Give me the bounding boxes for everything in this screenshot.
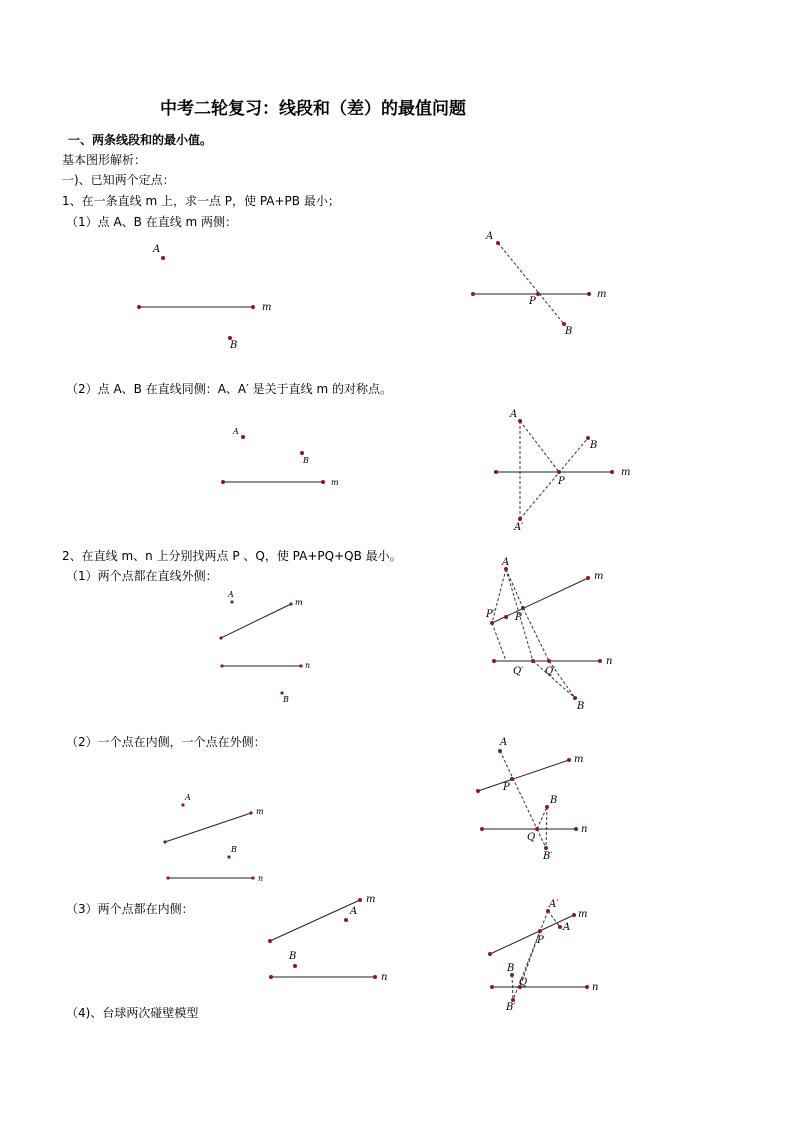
label-n: n	[381, 972, 388, 983]
label-p: P	[537, 935, 544, 946]
label-m: m	[295, 598, 303, 607]
case-2-3-text: （3）两个点都在内侧：	[66, 902, 194, 916]
figure-1-2-problem	[221, 427, 339, 487]
label-a: A	[350, 906, 358, 917]
case-2-4-text: （4)、台球两次碰壁模型	[66, 1006, 199, 1020]
label-n: n	[606, 656, 613, 667]
figure-2-2-problem	[163, 793, 264, 883]
case-2-1-text: （1）两个点都在直线外侧：	[66, 569, 218, 583]
label-m: m	[366, 894, 376, 905]
label-p: P	[515, 612, 522, 623]
label-b: B	[565, 326, 573, 337]
label-m: m	[331, 478, 339, 487]
label-a: A	[510, 409, 518, 420]
case-1-2-text: （2）点 A、B 在直线同侧：A、A′ 是关于直线 m 的对称点。	[66, 382, 392, 396]
label-n: n	[258, 874, 264, 883]
label-a: A	[486, 231, 494, 242]
label-q-prime: Q′	[513, 666, 524, 677]
label-b: B	[507, 963, 515, 974]
label-n: n	[592, 982, 599, 993]
label-a-prime: A′	[514, 522, 524, 533]
label-b: B	[590, 440, 598, 451]
label-b: B	[303, 456, 309, 465]
figure-2-1-solution	[485, 557, 612, 712]
figure-1-1-solution	[471, 231, 606, 337]
label-a: A	[563, 922, 571, 933]
label-b-prime: B′	[543, 851, 553, 862]
label-a-prime: A′	[549, 899, 559, 910]
label-b: B	[230, 340, 238, 351]
label-a: A	[500, 737, 508, 748]
basic-analysis-label: 基本图形解析：	[62, 153, 147, 167]
label-n: n	[305, 661, 311, 670]
label-b-prime: B′	[506, 1002, 516, 1013]
label-a: A	[153, 244, 161, 255]
problem-2-text: 2、在直线 m、n 上分别找两点 P 、Q，使 PA+PQ+QB 最小。	[62, 549, 402, 563]
section-heading: 一、两条线段和的最小值。	[68, 133, 213, 147]
label-b: B	[289, 951, 297, 962]
label-p: P	[529, 296, 536, 307]
label-b: B	[231, 845, 237, 854]
label-p-prime: P′	[486, 609, 495, 620]
label-m: m	[574, 754, 584, 765]
label-q: Q	[527, 832, 536, 843]
label-p: P	[503, 782, 510, 793]
label-m: m	[594, 571, 604, 582]
label-a: A	[228, 590, 234, 599]
figure-2-2-solution	[476, 737, 587, 862]
label-a: A	[233, 427, 239, 436]
label-m: m	[256, 807, 264, 816]
case-2-2-text: （2）一个点在内侧，一个点在外侧：	[66, 735, 266, 749]
figure-1-1-problem	[137, 244, 271, 351]
figure-2-3-solution	[488, 899, 598, 1013]
figure-2-3-problem	[268, 894, 387, 983]
label-m: m	[262, 302, 272, 313]
label-b: B	[550, 795, 558, 806]
label-m: m	[621, 467, 631, 478]
subsection-heading: 一)、已知两个定点：	[62, 173, 175, 187]
problem-1-text: 1、在一条直线 m 上，求一点 P，使 PA+PB 最小；	[62, 194, 340, 208]
figure-2-1-problem	[219, 590, 310, 704]
label-n: n	[581, 824, 588, 835]
label-q: Q	[519, 977, 528, 988]
label-q-prime-2: Q′	[545, 666, 556, 677]
figure-1-2-solution	[494, 409, 630, 533]
label-m: m	[578, 909, 588, 920]
label-p: P	[558, 476, 565, 487]
label-b: B	[283, 695, 289, 704]
label-a: A	[502, 557, 510, 568]
case-1-1-text: （1）点 A、B 在直线 m 两侧：	[66, 215, 238, 229]
page-title: 中考二轮复习：线段和（差）的最值问题	[160, 99, 466, 119]
label-m: m	[597, 289, 607, 300]
label-a: A	[185, 793, 191, 802]
label-b: B	[577, 701, 585, 712]
